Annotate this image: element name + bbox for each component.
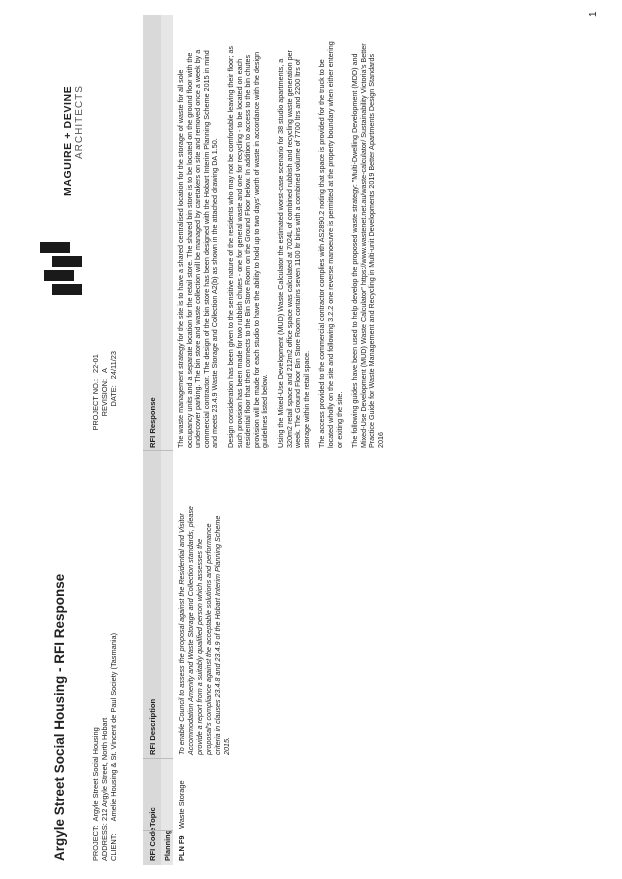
header-topic: Topic	[148, 807, 157, 827]
section-label: Planning	[163, 829, 172, 861]
revision-row	[100, 351, 109, 499]
address-label: ADDRESS:	[100, 823, 109, 861]
project-number-label: PROJECT NO.:	[91, 379, 100, 431]
row-topic: Waste Storage	[177, 780, 186, 829]
column-divider	[143, 758, 173, 759]
row-description: To enable Council to assess the proposal against the Residential and Visitor Accommodation Amenity and Waste Storage and Collection standards, please provide a report from a suitably qualified person which assesses the proposal's compliance against the acceptable solutions and performance criteria in clauses 23.4.8 and 23.4.9 of the Hobart Interim Planning Scheme 2015.	[177, 506, 231, 755]
response-paragraph: Design consideration has been given to the sensitive nature of the residents who may not be comfortable leaving their floor; as such provision has been made for two rubbish chutes - one for general waste and one for recycling - to be located on each residential floor that then connects to the Bin Store Room on the Ground Floor below. In addition to access to the bin chutes provision will be made for each studio to have the ability to hold up to two days' worth of waste in accordance with the design guidelines listed below.	[225, 46, 270, 448]
header-response: RFI Response	[148, 397, 157, 448]
row-code: PLN F9	[177, 835, 186, 861]
table-header	[143, 15, 161, 865]
project-value: Argyle Street Social Housing	[91, 727, 100, 822]
project-number-value: 22-01	[91, 354, 100, 373]
date-row	[109, 351, 118, 499]
project-number-row	[91, 351, 100, 499]
response-paragraph: Using the Mixed-Use Development (MUD) Waste Calculator the estimated worst-case scenario for 38 studio apartments, a 320m2 retail space and 212m2 office space was calculated at 7024L of combined rubbish and recycling waste generation per week. The Ground Floor Bin Store Room contains seven 1100 ltr bins with a combined volume of 7700 ltrs and 2200 ltrs of storage within the retail space.	[275, 50, 311, 448]
revision-value: A	[100, 368, 109, 373]
project-label: PROJECT:	[91, 825, 100, 861]
client-value: Amelie Housing & St. Vincent de Paul Society (Tasmania)	[109, 632, 118, 822]
client-row	[109, 633, 118, 861]
column-divider	[143, 830, 173, 831]
response-paragraph: The following guides have been used to help develop the proposed waste strategy: "Multi-Dwelling Development (MDD) and Mixed-Use Development (MUD) Waste Calculator" https://www.wastenet.net.au/waste-calculator/ Sustainability Victoria's Better Practice Guide for Waste Management and Recycling in Multi-unit Developments 2019 Better Apartments Design Standards 2016	[350, 43, 385, 448]
brand-name: MAGUIRE + DEVINE	[62, 85, 74, 196]
page-title: Argyle Street Social Housing - RFI Response	[52, 573, 67, 861]
brand-subtitle: ARCHITECTS	[74, 85, 85, 159]
brand-logo-icon	[34, 239, 86, 299]
page-number: 1	[588, 11, 599, 17]
client-label: CLIENT:	[109, 833, 118, 861]
address-row	[100, 718, 109, 861]
address-value: 212 Argyle Street, North Hobart	[100, 717, 109, 821]
header-description: RFI Description	[148, 698, 157, 755]
project-row	[91, 727, 100, 861]
response-paragraph: The waste management strategy for the site is to have a shared centralised location for the storage of waste for all sole occupancy units and a separate location for the retail store. The shared bin store is to be located on the ground floor with the undercover parking. The bin store and waste collection will be managed by caretakers on site and removed once a week by a commercial contractor. The design of the bin store has been designed with the Hobart Interim Planning Scheme 2015 in mind and meets 23.4.9 Waste Storage and Collection A2(b) as shown in the attached drawing DA 1.50.	[176, 49, 220, 448]
header-code: RFI Code	[148, 827, 157, 861]
date-value: 24/11/23	[109, 351, 118, 380]
revision-label: REVISION:	[100, 379, 109, 417]
response-paragraph: The access provided to the commercial contractor complies with AS2890.2 noting that space is provided for the truck to be located wholly on the site and following 3.2.2 one reverse manoeuvre is permitted at the property boundary when either entering or exiting the site.	[317, 41, 344, 448]
row-response	[177, 38, 392, 448]
date-label: DATE:	[109, 385, 118, 407]
section-bar	[161, 15, 173, 865]
column-divider	[143, 450, 173, 451]
